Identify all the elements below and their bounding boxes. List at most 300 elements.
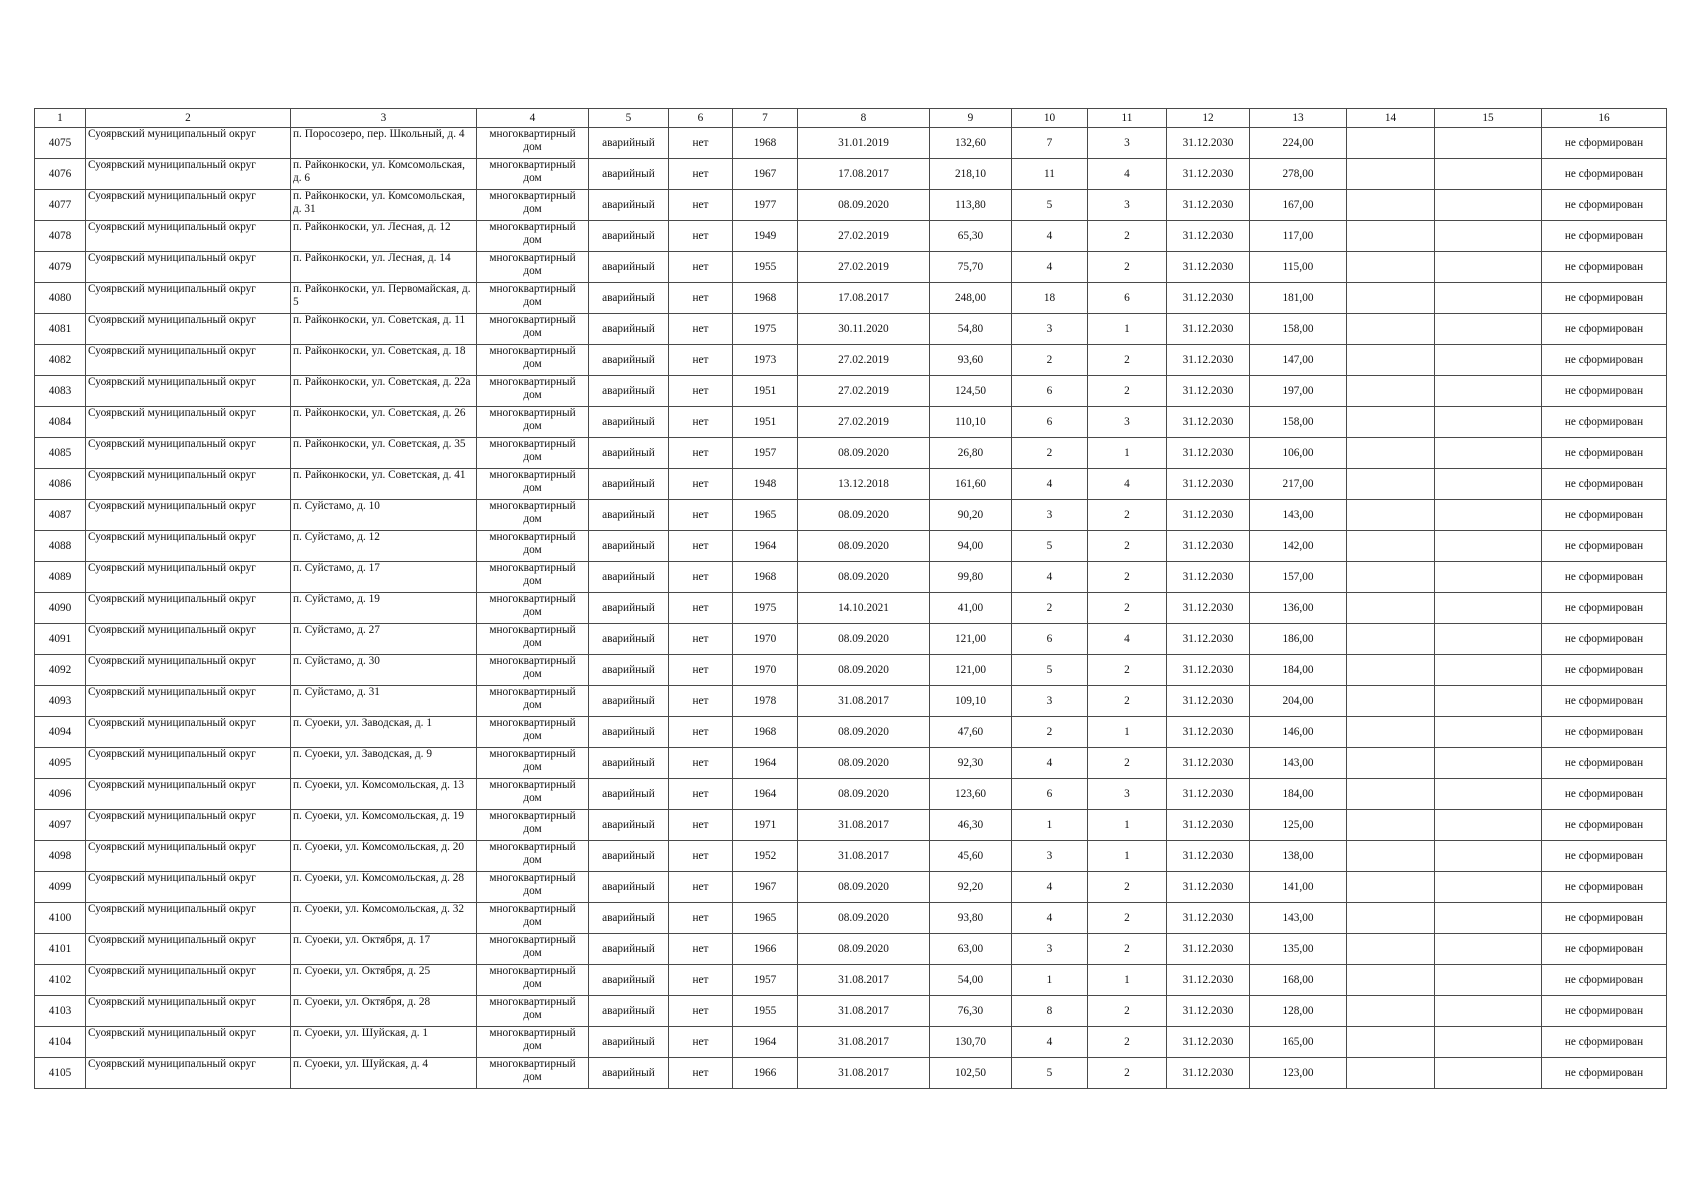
- building-type-cell: многоквартирный дом: [477, 500, 589, 531]
- district-cell: Суоярвский муниципальный округ: [86, 438, 291, 469]
- apartments-cell: 3: [1088, 128, 1167, 159]
- area-cell: 99,80: [930, 562, 1012, 593]
- decision-date-cell: 27.02.2019: [798, 407, 930, 438]
- flag-cell: нет: [669, 283, 733, 314]
- decision-date-cell: 31.08.2017: [798, 841, 930, 872]
- col-14-cell: [1347, 903, 1435, 934]
- build-year-cell: 1964: [733, 1027, 798, 1058]
- col-15-cell: [1435, 717, 1542, 748]
- column-header: 10: [1012, 109, 1088, 128]
- apartments-cell: 3: [1088, 779, 1167, 810]
- status-cell: не сформирован: [1542, 500, 1667, 531]
- area-cell: 26,80: [930, 438, 1012, 469]
- row-number-cell: 4103: [35, 996, 86, 1027]
- column-header: 7: [733, 109, 798, 128]
- row-number-cell: 4105: [35, 1058, 86, 1089]
- cost-cell: 181,00: [1250, 283, 1347, 314]
- status-cell: не сформирован: [1542, 376, 1667, 407]
- deadline-cell: 31.12.2030: [1167, 190, 1250, 221]
- apartments-cell: 2: [1088, 872, 1167, 903]
- cost-cell: 217,00: [1250, 469, 1347, 500]
- row-number-cell: 4090: [35, 593, 86, 624]
- table-row: [35, 190, 1667, 221]
- area-cell: 93,80: [930, 903, 1012, 934]
- build-year-cell: 1975: [733, 314, 798, 345]
- status-cell: не сформирован: [1542, 1058, 1667, 1089]
- condition-cell: аварийный: [589, 376, 669, 407]
- build-year-cell: 1978: [733, 686, 798, 717]
- building-type-cell: многоквартирный дом: [477, 407, 589, 438]
- area-cell: 94,00: [930, 531, 1012, 562]
- building-type-cell: многоквартирный дом: [477, 717, 589, 748]
- area-cell: 109,10: [930, 686, 1012, 717]
- status-cell: не сформирован: [1542, 438, 1667, 469]
- row-number-cell: 4084: [35, 407, 86, 438]
- residents-cell: 6: [1012, 407, 1088, 438]
- column-header: 4: [477, 109, 589, 128]
- cost-cell: 138,00: [1250, 841, 1347, 872]
- condition-cell: аварийный: [589, 748, 669, 779]
- status-cell: не сформирован: [1542, 469, 1667, 500]
- table-row: [35, 996, 1667, 1027]
- condition-cell: аварийный: [589, 531, 669, 562]
- status-cell: не сформирован: [1542, 717, 1667, 748]
- cost-cell: 158,00: [1250, 314, 1347, 345]
- residents-cell: 5: [1012, 1058, 1088, 1089]
- table-row: [35, 965, 1667, 996]
- flag-cell: нет: [669, 252, 733, 283]
- status-cell: не сформирован: [1542, 531, 1667, 562]
- column-header: 5: [589, 109, 669, 128]
- col-15-cell: [1435, 996, 1542, 1027]
- deadline-cell: 31.12.2030: [1167, 996, 1250, 1027]
- status-cell: не сформирован: [1542, 934, 1667, 965]
- col-15-cell: [1435, 376, 1542, 407]
- flag-cell: нет: [669, 872, 733, 903]
- apartments-cell: 1: [1088, 810, 1167, 841]
- deadline-cell: 31.12.2030: [1167, 655, 1250, 686]
- status-cell: не сформирован: [1542, 128, 1667, 159]
- build-year-cell: 1977: [733, 190, 798, 221]
- table-row: [35, 128, 1667, 159]
- cost-cell: 168,00: [1250, 965, 1347, 996]
- residents-cell: 4: [1012, 748, 1088, 779]
- decision-date-cell: 27.02.2019: [798, 376, 930, 407]
- district-cell: Суоярвский муниципальный округ: [86, 748, 291, 779]
- decision-date-cell: 31.08.2017: [798, 1027, 930, 1058]
- flag-cell: нет: [669, 748, 733, 779]
- residents-cell: 3: [1012, 686, 1088, 717]
- column-header: 13: [1250, 109, 1347, 128]
- district-cell: Суоярвский муниципальный округ: [86, 1058, 291, 1089]
- residents-cell: 4: [1012, 903, 1088, 934]
- residents-cell: 18: [1012, 283, 1088, 314]
- building-type-cell: многоквартирный дом: [477, 376, 589, 407]
- residents-cell: 4: [1012, 872, 1088, 903]
- col-15-cell: [1435, 1058, 1542, 1089]
- col-15-cell: [1435, 128, 1542, 159]
- apartments-cell: 2: [1088, 1027, 1167, 1058]
- district-cell: Суоярвский муниципальный округ: [86, 159, 291, 190]
- housing-register-table: [34, 108, 1667, 1089]
- table-row: [35, 345, 1667, 376]
- area-cell: 130,70: [930, 1027, 1012, 1058]
- col-15-cell: [1435, 221, 1542, 252]
- residents-cell: 3: [1012, 841, 1088, 872]
- district-cell: Суоярвский муниципальный округ: [86, 221, 291, 252]
- status-cell: не сформирован: [1542, 593, 1667, 624]
- row-number-cell: 4094: [35, 717, 86, 748]
- table-row: [35, 624, 1667, 655]
- deadline-cell: 31.12.2030: [1167, 159, 1250, 190]
- district-cell: Суоярвский муниципальный округ: [86, 376, 291, 407]
- area-cell: 92,20: [930, 872, 1012, 903]
- building-type-cell: многоквартирный дом: [477, 438, 589, 469]
- flag-cell: нет: [669, 407, 733, 438]
- cost-cell: 143,00: [1250, 500, 1347, 531]
- decision-date-cell: 31.08.2017: [798, 810, 930, 841]
- row-number-cell: 4101: [35, 934, 86, 965]
- apartments-cell: 2: [1088, 748, 1167, 779]
- deadline-cell: 31.12.2030: [1167, 1027, 1250, 1058]
- address-cell: п. Суйстамо, д. 12: [291, 531, 477, 562]
- col-15-cell: [1435, 407, 1542, 438]
- table-row: [35, 903, 1667, 934]
- decision-date-cell: 08.09.2020: [798, 531, 930, 562]
- flag-cell: нет: [669, 965, 733, 996]
- residents-cell: 2: [1012, 593, 1088, 624]
- col-15-cell: [1435, 624, 1542, 655]
- address-cell: п. Райконкоски, ул. Комсомольская, д. 31: [291, 190, 477, 221]
- condition-cell: аварийный: [589, 469, 669, 500]
- decision-date-cell: 30.11.2020: [798, 314, 930, 345]
- district-cell: Суоярвский муниципальный округ: [86, 252, 291, 283]
- area-cell: 93,60: [930, 345, 1012, 376]
- area-cell: 63,00: [930, 934, 1012, 965]
- deadline-cell: 31.12.2030: [1167, 841, 1250, 872]
- cost-cell: 135,00: [1250, 934, 1347, 965]
- row-number-cell: 4096: [35, 779, 86, 810]
- district-cell: Суоярвский муниципальный округ: [86, 500, 291, 531]
- row-number-cell: 4089: [35, 562, 86, 593]
- col-14-cell: [1347, 624, 1435, 655]
- apartments-cell: 2: [1088, 252, 1167, 283]
- flag-cell: нет: [669, 934, 733, 965]
- status-cell: не сформирован: [1542, 655, 1667, 686]
- district-cell: Суоярвский муниципальный округ: [86, 934, 291, 965]
- area-cell: 54,80: [930, 314, 1012, 345]
- status-cell: не сформирован: [1542, 903, 1667, 934]
- build-year-cell: 1970: [733, 624, 798, 655]
- condition-cell: аварийный: [589, 965, 669, 996]
- col-14-cell: [1347, 376, 1435, 407]
- cost-cell: 106,00: [1250, 438, 1347, 469]
- apartments-cell: 2: [1088, 655, 1167, 686]
- build-year-cell: 1957: [733, 438, 798, 469]
- col-14-cell: [1347, 190, 1435, 221]
- apartments-cell: 3: [1088, 190, 1167, 221]
- residents-cell: 5: [1012, 190, 1088, 221]
- decision-date-cell: 08.09.2020: [798, 903, 930, 934]
- residents-cell: 3: [1012, 934, 1088, 965]
- residents-cell: 6: [1012, 624, 1088, 655]
- deadline-cell: 31.12.2030: [1167, 872, 1250, 903]
- area-cell: 65,30: [930, 221, 1012, 252]
- district-cell: Суоярвский муниципальный округ: [86, 810, 291, 841]
- build-year-cell: 1957: [733, 965, 798, 996]
- condition-cell: аварийный: [589, 841, 669, 872]
- table-row: [35, 934, 1667, 965]
- address-cell: п. Райконкоски, ул. Советская, д. 11: [291, 314, 477, 345]
- address-cell: п. Суйстамо, д. 10: [291, 500, 477, 531]
- cost-cell: 197,00: [1250, 376, 1347, 407]
- decision-date-cell: 13.12.2018: [798, 469, 930, 500]
- deadline-cell: 31.12.2030: [1167, 128, 1250, 159]
- condition-cell: аварийный: [589, 500, 669, 531]
- decision-date-cell: 08.09.2020: [798, 438, 930, 469]
- cost-cell: 157,00: [1250, 562, 1347, 593]
- row-number-cell: 4075: [35, 128, 86, 159]
- building-type-cell: многоквартирный дом: [477, 221, 589, 252]
- building-type-cell: многоквартирный дом: [477, 314, 589, 345]
- col-15-cell: [1435, 500, 1542, 531]
- deadline-cell: 31.12.2030: [1167, 562, 1250, 593]
- building-type-cell: многоквартирный дом: [477, 748, 589, 779]
- row-number-cell: 4086: [35, 469, 86, 500]
- col-15-cell: [1435, 903, 1542, 934]
- flag-cell: нет: [669, 345, 733, 376]
- address-cell: п. Суйстамо, д. 27: [291, 624, 477, 655]
- col-14-cell: [1347, 1058, 1435, 1089]
- row-number-cell: 4082: [35, 345, 86, 376]
- flag-cell: нет: [669, 810, 733, 841]
- building-type-cell: многоквартирный дом: [477, 624, 589, 655]
- flag-cell: нет: [669, 841, 733, 872]
- address-cell: п. Райконкоски, ул. Первомайская, д. 5: [291, 283, 477, 314]
- area-cell: 41,00: [930, 593, 1012, 624]
- status-cell: не сформирован: [1542, 562, 1667, 593]
- decision-date-cell: 31.08.2017: [798, 996, 930, 1027]
- build-year-cell: 1951: [733, 376, 798, 407]
- residents-cell: 4: [1012, 1027, 1088, 1058]
- flag-cell: нет: [669, 500, 733, 531]
- build-year-cell: 1973: [733, 345, 798, 376]
- flag-cell: нет: [669, 314, 733, 345]
- cost-cell: 128,00: [1250, 996, 1347, 1027]
- table-row: [35, 593, 1667, 624]
- address-cell: п. Суоеки, ул. Шуйская, д. 4: [291, 1058, 477, 1089]
- apartments-cell: 1: [1088, 841, 1167, 872]
- condition-cell: аварийный: [589, 221, 669, 252]
- building-type-cell: многоквартирный дом: [477, 872, 589, 903]
- building-type-cell: многоквартирный дом: [477, 841, 589, 872]
- col-15-cell: [1435, 283, 1542, 314]
- deadline-cell: 31.12.2030: [1167, 593, 1250, 624]
- area-cell: 54,00: [930, 965, 1012, 996]
- address-cell: п. Суоеки, ул. Заводская, д. 9: [291, 748, 477, 779]
- deadline-cell: 31.12.2030: [1167, 469, 1250, 500]
- residents-cell: 7: [1012, 128, 1088, 159]
- build-year-cell: 1964: [733, 779, 798, 810]
- table-row: [35, 841, 1667, 872]
- column-header: 11: [1088, 109, 1167, 128]
- table-row: [35, 686, 1667, 717]
- building-type-cell: многоквартирный дом: [477, 1058, 589, 1089]
- cost-cell: 147,00: [1250, 345, 1347, 376]
- apartments-cell: 1: [1088, 438, 1167, 469]
- apartments-cell: 1: [1088, 717, 1167, 748]
- address-cell: п. Суйстамо, д. 17: [291, 562, 477, 593]
- col-14-cell: [1347, 810, 1435, 841]
- column-header: 6: [669, 109, 733, 128]
- area-cell: 75,70: [930, 252, 1012, 283]
- col-14-cell: [1347, 872, 1435, 903]
- cost-cell: 204,00: [1250, 686, 1347, 717]
- build-year-cell: 1968: [733, 562, 798, 593]
- deadline-cell: 31.12.2030: [1167, 531, 1250, 562]
- col-15-cell: [1435, 748, 1542, 779]
- district-cell: Суоярвский муниципальный округ: [86, 283, 291, 314]
- apartments-cell: 2: [1088, 500, 1167, 531]
- apartments-cell: 1: [1088, 314, 1167, 345]
- district-cell: Суоярвский муниципальный округ: [86, 996, 291, 1027]
- area-cell: 218,10: [930, 159, 1012, 190]
- area-cell: 45,60: [930, 841, 1012, 872]
- condition-cell: аварийный: [589, 624, 669, 655]
- address-cell: п. Суоеки, ул. Октября, д. 25: [291, 965, 477, 996]
- build-year-cell: 1955: [733, 252, 798, 283]
- build-year-cell: 1967: [733, 872, 798, 903]
- col-15-cell: [1435, 438, 1542, 469]
- area-cell: 124,50: [930, 376, 1012, 407]
- build-year-cell: 1966: [733, 1058, 798, 1089]
- cost-cell: 142,00: [1250, 531, 1347, 562]
- status-cell: не сформирован: [1542, 159, 1667, 190]
- table-row: [35, 531, 1667, 562]
- area-cell: 92,30: [930, 748, 1012, 779]
- col-15-cell: [1435, 872, 1542, 903]
- table-row: [35, 1027, 1667, 1058]
- cost-cell: 186,00: [1250, 624, 1347, 655]
- row-number-cell: 4085: [35, 438, 86, 469]
- condition-cell: аварийный: [589, 655, 669, 686]
- decision-date-cell: 31.01.2019: [798, 128, 930, 159]
- build-year-cell: 1968: [733, 128, 798, 159]
- building-type-cell: многоквартирный дом: [477, 1027, 589, 1058]
- decision-date-cell: 08.09.2020: [798, 655, 930, 686]
- area-cell: 123,60: [930, 779, 1012, 810]
- condition-cell: аварийный: [589, 128, 669, 159]
- deadline-cell: 31.12.2030: [1167, 438, 1250, 469]
- address-cell: п. Суоеки, ул. Октября, д. 17: [291, 934, 477, 965]
- apartments-cell: 4: [1088, 159, 1167, 190]
- cost-cell: 184,00: [1250, 655, 1347, 686]
- cost-cell: 123,00: [1250, 1058, 1347, 1089]
- flag-cell: нет: [669, 1027, 733, 1058]
- status-cell: не сформирован: [1542, 252, 1667, 283]
- status-cell: не сформирован: [1542, 872, 1667, 903]
- col-14-cell: [1347, 1027, 1435, 1058]
- build-year-cell: 1970: [733, 655, 798, 686]
- condition-cell: аварийный: [589, 1058, 669, 1089]
- cost-cell: 165,00: [1250, 1027, 1347, 1058]
- col-15-cell: [1435, 593, 1542, 624]
- condition-cell: аварийный: [589, 779, 669, 810]
- area-cell: 102,50: [930, 1058, 1012, 1089]
- condition-cell: аварийный: [589, 686, 669, 717]
- deadline-cell: 31.12.2030: [1167, 810, 1250, 841]
- area-cell: 121,00: [930, 655, 1012, 686]
- decision-date-cell: 27.02.2019: [798, 252, 930, 283]
- build-year-cell: 1967: [733, 159, 798, 190]
- district-cell: Суоярвский муниципальный округ: [86, 562, 291, 593]
- col-15-cell: [1435, 779, 1542, 810]
- flag-cell: нет: [669, 562, 733, 593]
- flag-cell: нет: [669, 1058, 733, 1089]
- decision-date-cell: 31.08.2017: [798, 965, 930, 996]
- flag-cell: нет: [669, 531, 733, 562]
- residents-cell: 2: [1012, 345, 1088, 376]
- building-type-cell: многоквартирный дом: [477, 562, 589, 593]
- column-header: 3: [291, 109, 477, 128]
- residents-cell: 4: [1012, 252, 1088, 283]
- row-number-cell: 4091: [35, 624, 86, 655]
- flag-cell: нет: [669, 655, 733, 686]
- apartments-cell: 2: [1088, 1058, 1167, 1089]
- building-type-cell: многоквартирный дом: [477, 190, 589, 221]
- district-cell: Суоярвский муниципальный округ: [86, 593, 291, 624]
- column-header: 8: [798, 109, 930, 128]
- status-cell: не сформирован: [1542, 407, 1667, 438]
- col-15-cell: [1435, 810, 1542, 841]
- col-14-cell: [1347, 593, 1435, 624]
- table-row: [35, 469, 1667, 500]
- cost-cell: 115,00: [1250, 252, 1347, 283]
- row-number-cell: 4099: [35, 872, 86, 903]
- building-type-cell: многоквартирный дом: [477, 965, 589, 996]
- decision-date-cell: 08.09.2020: [798, 748, 930, 779]
- build-year-cell: 1966: [733, 934, 798, 965]
- condition-cell: аварийный: [589, 996, 669, 1027]
- status-cell: не сформирован: [1542, 779, 1667, 810]
- condition-cell: аварийный: [589, 190, 669, 221]
- col-15-cell: [1435, 469, 1542, 500]
- build-year-cell: 1949: [733, 221, 798, 252]
- address-cell: п. Суоеки, ул. Комсомольская, д. 13: [291, 779, 477, 810]
- row-number-cell: 4095: [35, 748, 86, 779]
- deadline-cell: 31.12.2030: [1167, 965, 1250, 996]
- decision-date-cell: 17.08.2017: [798, 283, 930, 314]
- deadline-cell: 31.12.2030: [1167, 686, 1250, 717]
- build-year-cell: 1968: [733, 717, 798, 748]
- condition-cell: аварийный: [589, 562, 669, 593]
- decision-date-cell: 08.09.2020: [798, 190, 930, 221]
- deadline-cell: 31.12.2030: [1167, 345, 1250, 376]
- address-cell: п. Суйстамо, д. 31: [291, 686, 477, 717]
- build-year-cell: 1955: [733, 996, 798, 1027]
- building-type-cell: многоквартирный дом: [477, 345, 589, 376]
- col-14-cell: [1347, 283, 1435, 314]
- table-body: [35, 109, 1667, 1089]
- flag-cell: нет: [669, 903, 733, 934]
- apartments-cell: 2: [1088, 593, 1167, 624]
- table-row: [35, 655, 1667, 686]
- table-row: [35, 159, 1667, 190]
- area-cell: 248,00: [930, 283, 1012, 314]
- col-15-cell: [1435, 531, 1542, 562]
- col-14-cell: [1347, 345, 1435, 376]
- condition-cell: аварийный: [589, 252, 669, 283]
